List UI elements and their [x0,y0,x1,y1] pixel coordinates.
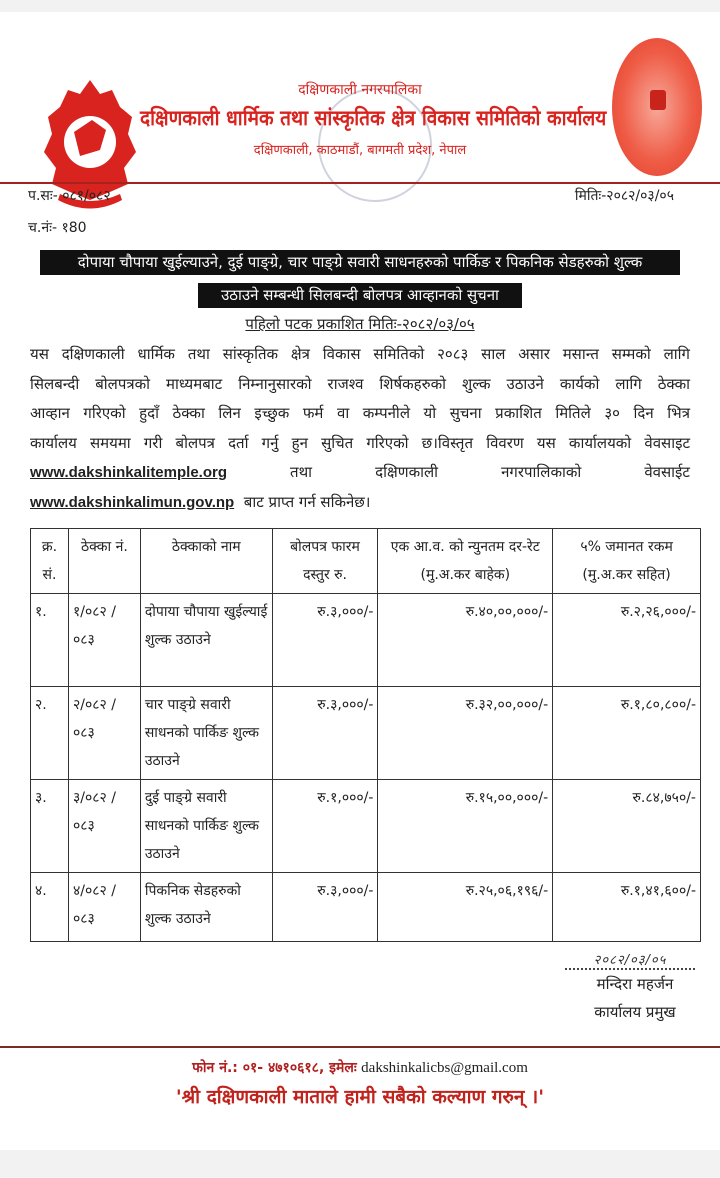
contact-line [0,1058,720,1077]
table-row [31,780,701,873]
office-address: दक्षिणकाली, काठमाडौं, बागमती प्रदेश, नेपाल [253,143,467,158]
body-text: बाट प्राप्त गर्न सकिनेछ। [243,492,371,511]
office-title: दक्षिणकाली धार्मिक तथा सांस्कृतिक क्षेत्र विकास समितिको कार्यालय [140,106,607,130]
cell-deposit: रु.१,८०,८००/- [553,687,701,780]
dispatch-number: च.नंः- १80 [28,220,87,236]
body-line: सिलबन्दी बोलपत्रको माध्यमबाट निम्नानुसारको राजश्व शिर्षकहरुको शुल्क उठाउने कार्यको लागि ठेक्का [30,374,690,393]
cell-form-fee: रु.३,०००/- [272,594,378,687]
header-deposit: ५% जमानत रकम (मु.अ.कर सहित) [553,529,701,594]
body-line: यस दक्षिणकाली धार्मिक तथा सांस्कृतिक क्षेत्र विकास समितिको २०८३ साल असार मसान्त सम्मको लागि [30,345,690,363]
cell-contract-name: दुई पाङ्ग्रे सवारी साधनको पार्किङ शुल्क उठाउने [140,780,272,873]
table-row [31,873,701,942]
cell-contract-no: १/०८२ /०८३ [68,594,140,687]
cell-sn: ४. [31,873,69,942]
cell-deposit: रु.२,२६,०००/- [553,594,701,687]
body-line [30,488,690,518]
cell-contract-no: २/०८२ /०८३ [68,687,140,780]
cell-contract-name: दोपाया चौपाया खुईल्याई शुल्क उठाउने [140,594,272,687]
cell-sn: २. [31,687,69,780]
header-contract-name: ठेक्काको नाम [140,529,272,594]
signatory-designation: कार्यालय प्रमुख [594,1003,676,1021]
motto: 'श्री दक्षिणकाली माताले हामी सबैको कल्याण गरुन् ।' [175,1086,545,1108]
reference-number: प.सः- ०८१/०८२ [28,188,111,204]
body-line: आव्हान गरिएको हुदाँ ठेक्का लिन इच्छुक फर्म वा कम्पनीले यो सुचना प्रकाशित मितिले ३० दिन भित्र [30,404,690,422]
notice-body [30,340,690,517]
header-form-fee: बोलपत्र फारम दस्तुर रु. [272,529,378,594]
signatory-name: मन्दिरा महर्जन [596,975,674,993]
cell-min-rate: रु.१५,००,०००/- [378,780,553,873]
body-word: नगरपालिकाको [501,463,582,481]
body-word: दक्षिणकाली [375,463,439,481]
cell-form-fee: रु.३,०००/- [272,687,378,780]
cell-deposit: रु.१,४१,६००/- [553,873,701,942]
notice-title-line2-box [198,283,522,308]
cell-form-fee: रु.१,०००/- [272,780,378,873]
body-line: कार्यालय समयमा गरी बोलपत्र दर्ता गर्नु हुन सुचित गरिएको छ।विस्तृत विवरण यस कार्यालयको वेवसाइट [30,433,690,452]
municipality-name: दक्षिणकाली नगरपालिका [298,82,422,98]
header-contract-no: ठेक्का नं. [68,529,140,594]
cell-form-fee: रु.३,०००/- [272,873,378,942]
handwritten-signature: २०८२/०३/०५ [565,950,695,970]
table-row [31,594,701,687]
header-min-rate: एक आ.व. को न्युनतम दर-रेट (मु.अ.कर बाहेक) [378,529,553,594]
phone-label: फोन नं.: ०१- ४७१०६१८, इमेलः [192,1060,357,1076]
cell-sn: ३. [31,780,69,873]
email-address[interactable]: dakshinkalicbs@gmail.com [361,1060,528,1076]
cell-contract-name: पिकनिक सेडहरुको शुल्क उठाउने [140,873,272,942]
body-line [30,458,690,488]
notice-title-line2: उठाउने सम्बन्धी सिलबन्दी बोलपत्र आव्हानको सुचना [221,286,499,304]
temple-website-link[interactable]: www.dakshinkalitemple.org [30,464,227,481]
cell-min-rate: रु.३२,००,०००/- [378,687,553,780]
body-word: वेवसाईट [644,463,690,481]
header-divider [0,182,720,184]
goddess-seal [612,38,702,176]
cell-contract-name: चार पाङ्ग्रे सवारी साधनको पार्किङ शुल्क उठाउने [140,687,272,780]
cell-deposit: रु.८४,७५०/- [553,780,701,873]
tender-table [30,528,701,942]
published-date: पहिलो पटक प्रकाशित मितिः-२०८२/०३/०५ [245,315,475,333]
cell-contract-no: ३/०८२ /०८३ [68,780,140,873]
office-title-box [140,104,606,132]
header-sn: क्र. सं. [31,529,69,594]
cell-min-rate: रु.४०,००,०००/- [378,594,553,687]
document-date: मितिः-२०८२/०३/०५ [574,188,674,204]
notice-title-line1-box [40,250,680,275]
signature-block [555,950,715,1022]
table-header-row [31,529,701,594]
cell-contract-no: ४/०८२ /०८३ [68,873,140,942]
body-word: तथा [290,463,313,481]
footer-divider [0,1046,720,1048]
cell-sn: १. [31,594,69,687]
table-row [31,687,701,780]
notice-title-line1: दोपाया चौपाया खुईल्याउने, दुई पाङ्ग्रे, चार पाङ्ग्रे सवारी साधनहरुको पार्किङ र पिकनिक सेडहरुको शुल्क [77,253,643,271]
cell-min-rate: रु.२५,०६,१९६/- [378,873,553,942]
municipality-website-link[interactable]: www.dakshinkalimun.gov.np [30,493,235,511]
